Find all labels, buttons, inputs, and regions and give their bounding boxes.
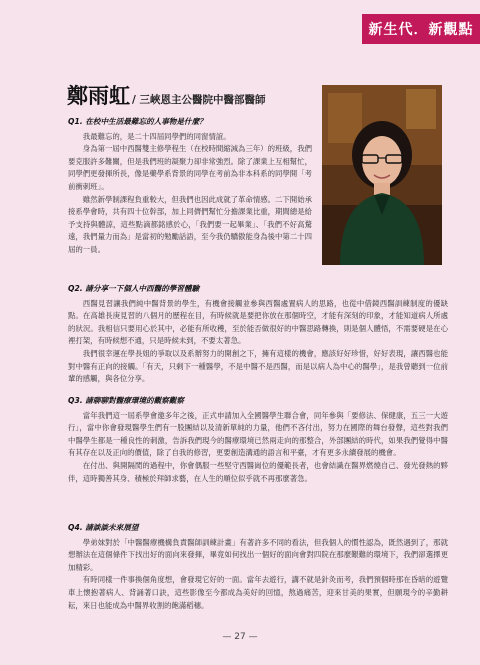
section-q1 — [68, 116, 448, 257]
paragraph: 我最難忘的，是二十四屆同學們的同窗情誼。 — [82, 131, 231, 141]
page-number: — 27 — — [222, 632, 258, 642]
section-badge: 新生代．新觀點 — [362, 14, 480, 44]
paragraph: 有時同樣一件事換個角度想，會發現它好的一面。當年去遊行，講不就是針灸而考，我們預個時那在昏暗的遊覽車上懷抱著病人、背誦著口訣，這些影像至今都成為美好的回憶，熬過痛苦，迎來甘美的果實，但願現今的辛勤耕耘，來日也能成為中醫界收割的飽滿稻穗。 — [68, 575, 448, 610]
question-heading: Q3. 請聊聊對醫療環境的觀察觀察 — [68, 396, 184, 405]
paragraph: 在付出、與開隔閡的過程中，你會偶服一些堅守西醫崗位的優範長者，也會結識在醫界燃燒自己、發光發熱的夥伴，這時獨善其身、積極於拜師求藝，在人生的順位似乎就不再那麼著急。 — [68, 460, 448, 483]
profile-heading — [67, 80, 317, 110]
question-heading: Q4. 請談談未來展望 — [68, 523, 139, 532]
profile-title: / 三峽恩主公醫院中醫部醫師 — [132, 94, 266, 106]
paragraph: 雖然新學制課程負重較大，但我們也因此成就了革命情感。二下開始承接系學會時，共有四十位幹部，加上同儕們幫忙分擔課業比重，期間總是給予支持與體諒，這些點滴都銘感於心，「我們要一起畢業」、「我們不好高騖遠，我們量力而為」是當初的勉勵話語，至今我仍驕傲能身為後中第二十四屆的一員。 — [68, 194, 312, 254]
section-q4 — [68, 522, 448, 612]
paragraph: 我們很幸運在學長姐的爭取以及系辦努力的開創之下，擁有這樣的機會，應該好好珍惜，好好表現，讓西醫也能對中醫有正向的接觸。「有天，只剩下一種醫學，不是中醫不是西醫，而是以病人為中心的醫學」，是我曾聽到一位前輩的感觸，與各位分享。 — [68, 348, 448, 384]
question-heading: Q1. 在校中生活最難忘的人事物是什麼？ — [68, 117, 207, 126]
question-heading: Q2. 請分享一下個人中西醫的學習體驗 — [68, 284, 200, 293]
paragraph: 學弟妹對於「中醫醫療機構負責醫師訓練計畫」有著許多不同的看法，但我個人的慣性認為，既然遇到了，那就想辦法在這個條件下找出好的面向來發揮，畢竟如何找出一個好的面向會對四院在那麼艱難的環境下，我們卻選擇更加精彩。 — [68, 537, 448, 572]
paragraph: 身為第一屆中西醫雙主修學程生（在校時間縮減為三年）的班級，我們要克服許多難關，但是我們班的凝聚力卻非常強烈。除了課業上互相幫忙，同學們更發揮所長，像是藥學系背景的同學在考前為非本科系的同學開「考前衝刺班」。 — [68, 144, 312, 191]
section-q2 — [68, 283, 448, 386]
profile-name: 鄭雨虹 — [67, 84, 130, 108]
paragraph: 西醫見習讓我們純中醫背景的學生，有機會接觸並參與西醫處置病人的思路，也從中借鏡西醫訓練制度的優缺點。在高雄長庚見習的八個月的歷程在目，有時候就是要把你放在那個時空，才能有深刻的印象，才能知道病人所處的狀況。我相信只要用心於其中，必能有所收穫，至於能否做很好的中醫思路轉換，則是個人體悟，不需要硬是在心裡打架，有時候想不通，只是時候未到，不要太著急。 — [68, 298, 448, 346]
section-q3 — [68, 395, 448, 485]
paragraph: 當年我們這一屆系學會邀多年之後，正式申請加入全國醫學生聯合會，同年參與「要修法、保健康，五三一大遊行」，當中你會發現醫學生們有一股團結以及清新單純的力量，他們不吝付出，努力在國際的舞台發聲，這些對我們中醫學生都是一種良性的刺激，告訴我們現今的醫療環境已然兩走向的那整合，外部團結的時代，如果我們覺得中醫有其存在以及正向的價值，除了自我的修習，更要創造溝通的語言和平臺，才有更多永續發展的機會。 — [68, 410, 448, 458]
